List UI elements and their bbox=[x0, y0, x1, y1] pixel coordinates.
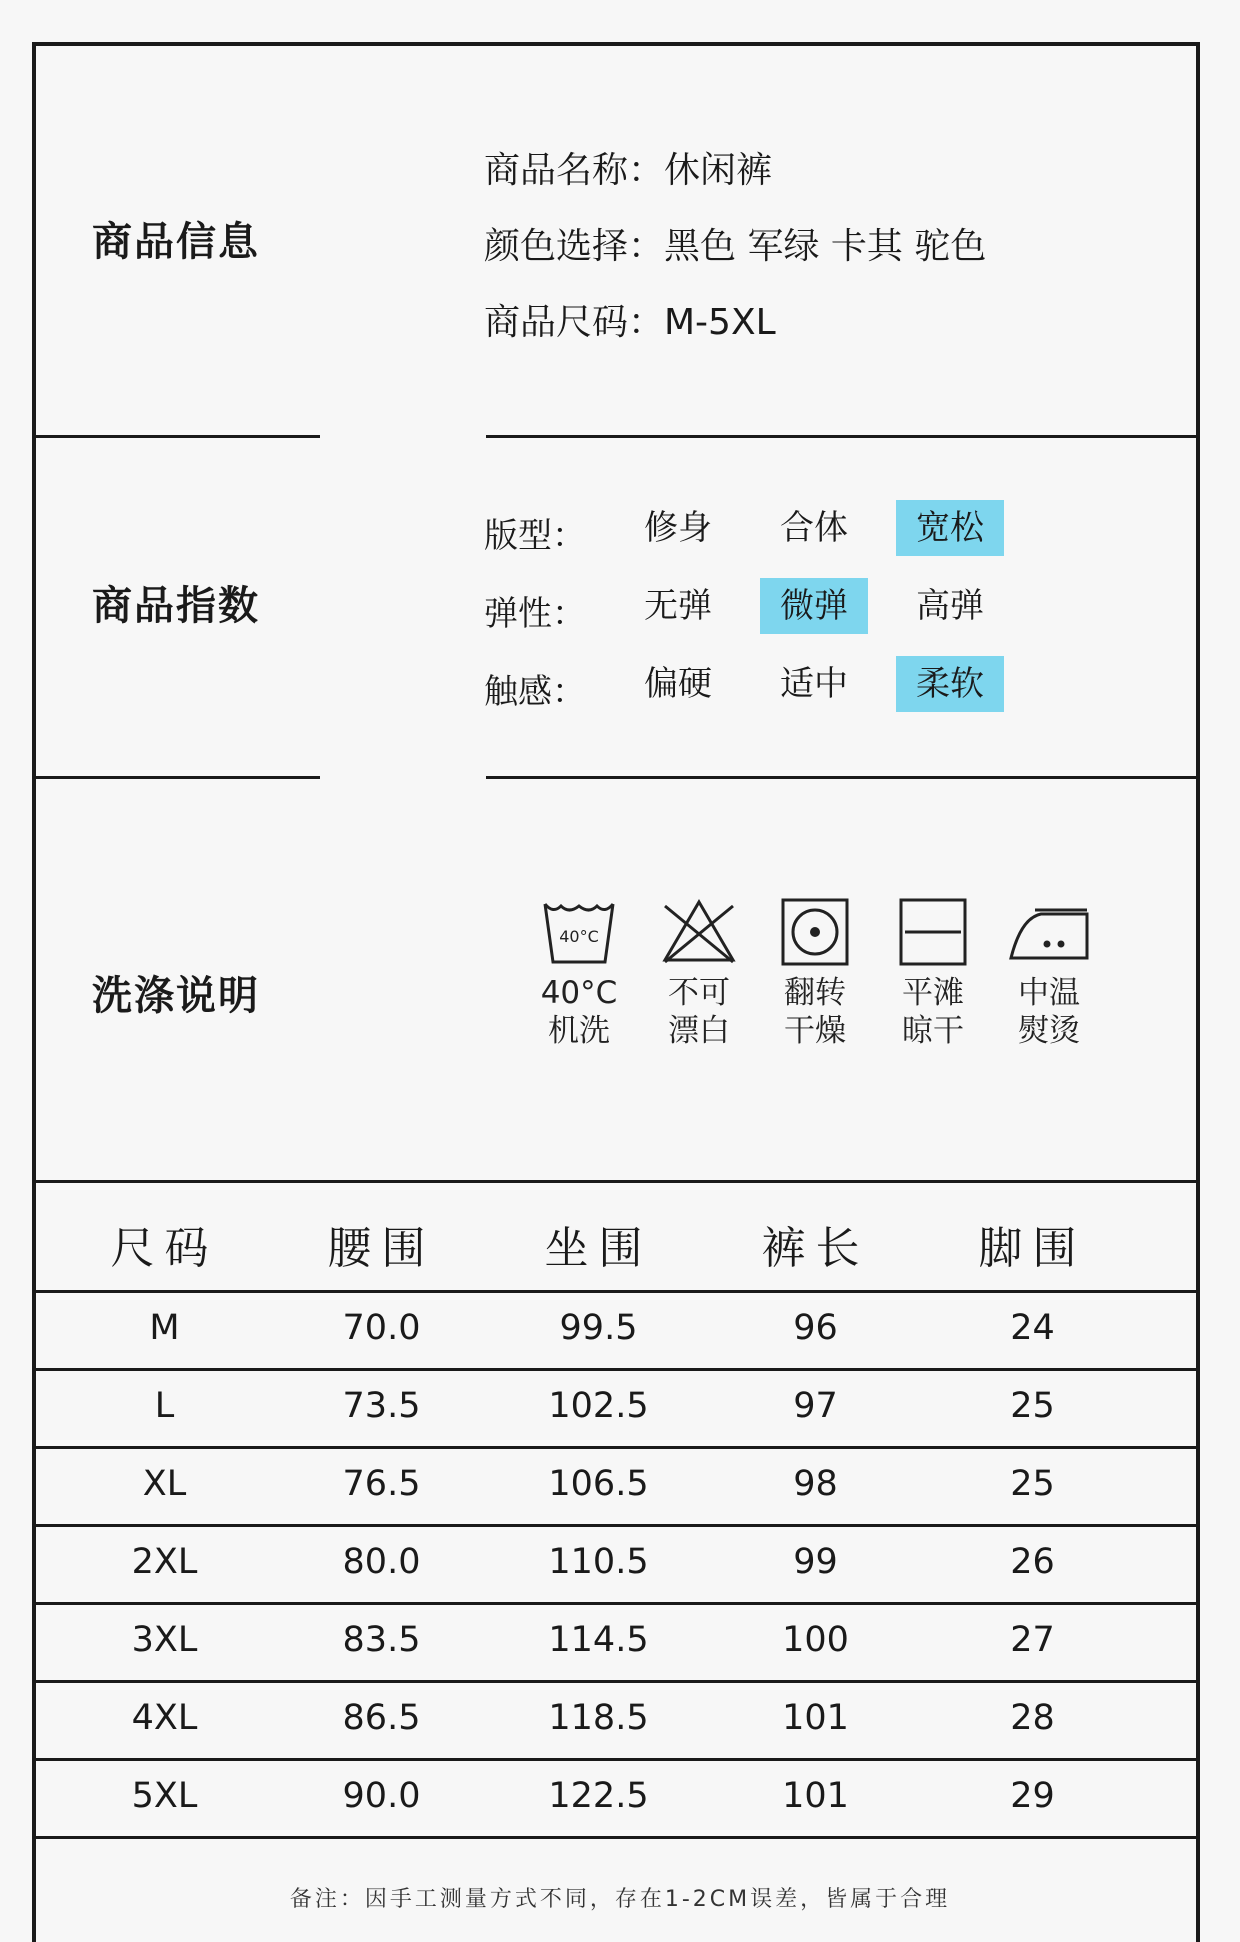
section-title-index: 商品指数 bbox=[92, 583, 260, 629]
table-cell: 4XL bbox=[131, 1698, 198, 1738]
table-cell: 118.5 bbox=[548, 1698, 649, 1738]
flat-dry-icon bbox=[893, 896, 973, 968]
table-cell: 110.5 bbox=[548, 1542, 649, 1582]
table-cell: M bbox=[149, 1308, 180, 1348]
table-cell: 99.5 bbox=[559, 1308, 638, 1348]
table-cell: 29 bbox=[1010, 1776, 1055, 1816]
care-label-dry-2: 干燥 bbox=[784, 1013, 846, 1049]
header-waist: 腰围 bbox=[327, 1223, 436, 1274]
table-cell: 90.0 bbox=[342, 1776, 421, 1816]
care-item-flat bbox=[888, 896, 978, 1050]
table-row-border bbox=[36, 1836, 1196, 1839]
product-colors: 颜色选择：黑色 军绿 卡其 驼色 bbox=[484, 226, 987, 267]
index-option-selected: 柔软 bbox=[896, 656, 1004, 712]
care-label-iron-2: 熨烫 bbox=[1018, 1013, 1080, 1049]
table-header-border bbox=[36, 1290, 1196, 1293]
table-cell: 80.0 bbox=[342, 1542, 421, 1582]
table-row-border bbox=[36, 1680, 1196, 1683]
care-label-bleach-1: 不可 bbox=[668, 975, 730, 1011]
table-cell: 70.0 bbox=[342, 1308, 421, 1348]
index-option: 修身 bbox=[644, 508, 712, 548]
iron-medium-icon bbox=[1005, 896, 1093, 968]
table-cell: 86.5 bbox=[342, 1698, 421, 1738]
index-label: 触感： bbox=[484, 672, 586, 712]
table-cell: 2XL bbox=[131, 1542, 198, 1582]
table-cell: 3XL bbox=[131, 1620, 198, 1660]
index-option-selected: 宽松 bbox=[896, 500, 1004, 556]
care-item-wash bbox=[534, 896, 624, 1050]
index-option: 无弹 bbox=[644, 586, 712, 626]
care-item-iron bbox=[1004, 896, 1094, 1050]
table-cell: 97 bbox=[793, 1386, 838, 1426]
care-item-dry bbox=[770, 896, 860, 1050]
header-leg-opening: 脚围 bbox=[978, 1223, 1087, 1274]
tumble-dry-icon bbox=[775, 896, 855, 968]
table-cell: 83.5 bbox=[342, 1620, 421, 1660]
svg-text:40°C: 40°C bbox=[559, 927, 599, 946]
product-name: 商品名称：休闲裤 bbox=[484, 150, 773, 191]
care-label-bleach-2: 漂白 bbox=[668, 1013, 730, 1049]
index-label: 版型： bbox=[484, 516, 586, 556]
care-label-dry-1: 翻转 bbox=[784, 975, 846, 1011]
index-option: 适中 bbox=[780, 664, 848, 704]
section-title-wash: 洗涤说明 bbox=[92, 973, 260, 1019]
table-cell: 122.5 bbox=[548, 1776, 649, 1816]
table-row-border bbox=[36, 1758, 1196, 1761]
divider-left-1 bbox=[36, 435, 320, 438]
care-label-wash-2: 机洗 bbox=[548, 1013, 610, 1049]
index-label: 弹性： bbox=[484, 594, 586, 634]
index-option: 合体 bbox=[780, 508, 848, 548]
table-cell: 24 bbox=[1010, 1308, 1055, 1348]
table-row-border bbox=[36, 1524, 1196, 1527]
table-cell: 99 bbox=[793, 1542, 838, 1582]
divider-right-1 bbox=[486, 435, 1196, 438]
care-label-iron-1: 中温 bbox=[1018, 975, 1080, 1011]
table-cell: 76.5 bbox=[342, 1464, 421, 1504]
header-size: 尺码 bbox=[110, 1223, 219, 1274]
wash-40-icon bbox=[539, 896, 619, 968]
table-row-border bbox=[36, 1446, 1196, 1449]
header-length: 裤长 bbox=[761, 1223, 870, 1274]
table-cell: 28 bbox=[1010, 1698, 1055, 1738]
divider-left-2 bbox=[36, 776, 320, 779]
index-option: 偏硬 bbox=[644, 664, 712, 704]
table-cell: 96 bbox=[793, 1308, 838, 1348]
table-cell: 106.5 bbox=[548, 1464, 649, 1504]
table-row-border bbox=[36, 1602, 1196, 1605]
index-option-selected: 微弹 bbox=[760, 578, 868, 634]
table-cell: 98 bbox=[793, 1464, 838, 1504]
table-cell: 25 bbox=[1010, 1386, 1055, 1426]
table-cell: 5XL bbox=[131, 1776, 198, 1816]
table-row-border bbox=[36, 1368, 1196, 1371]
table-cell: 26 bbox=[1010, 1542, 1055, 1582]
table-cell: 102.5 bbox=[548, 1386, 649, 1426]
table-top-border bbox=[36, 1180, 1196, 1183]
header-hip: 坐围 bbox=[544, 1223, 653, 1274]
table-cell: 73.5 bbox=[342, 1386, 421, 1426]
no-bleach-icon bbox=[659, 896, 739, 968]
table-cell: L bbox=[154, 1386, 175, 1426]
table-cell: 114.5 bbox=[548, 1620, 649, 1660]
table-cell: 101 bbox=[782, 1698, 849, 1738]
table-cell: 27 bbox=[1010, 1620, 1055, 1660]
measurement-note: 备注：因手工测量方式不同，存在1-2CM误差，皆属于合理 bbox=[289, 1887, 951, 1912]
care-label-flat-1: 平滩 bbox=[902, 975, 964, 1011]
table-cell: 100 bbox=[782, 1620, 849, 1660]
table-cell: XL bbox=[142, 1464, 187, 1504]
table-cell: 101 bbox=[782, 1776, 849, 1816]
care-label-flat-2: 晾干 bbox=[902, 1013, 964, 1049]
table-cell: 25 bbox=[1010, 1464, 1055, 1504]
care-label-wash-1: 40°C bbox=[540, 975, 618, 1011]
divider-right-2 bbox=[486, 776, 1196, 779]
product-sizes: 商品尺码：M-5XL bbox=[484, 302, 776, 343]
care-item-bleach bbox=[654, 896, 744, 1050]
section-title-info: 商品信息 bbox=[92, 219, 260, 265]
index-option: 高弹 bbox=[916, 586, 984, 626]
